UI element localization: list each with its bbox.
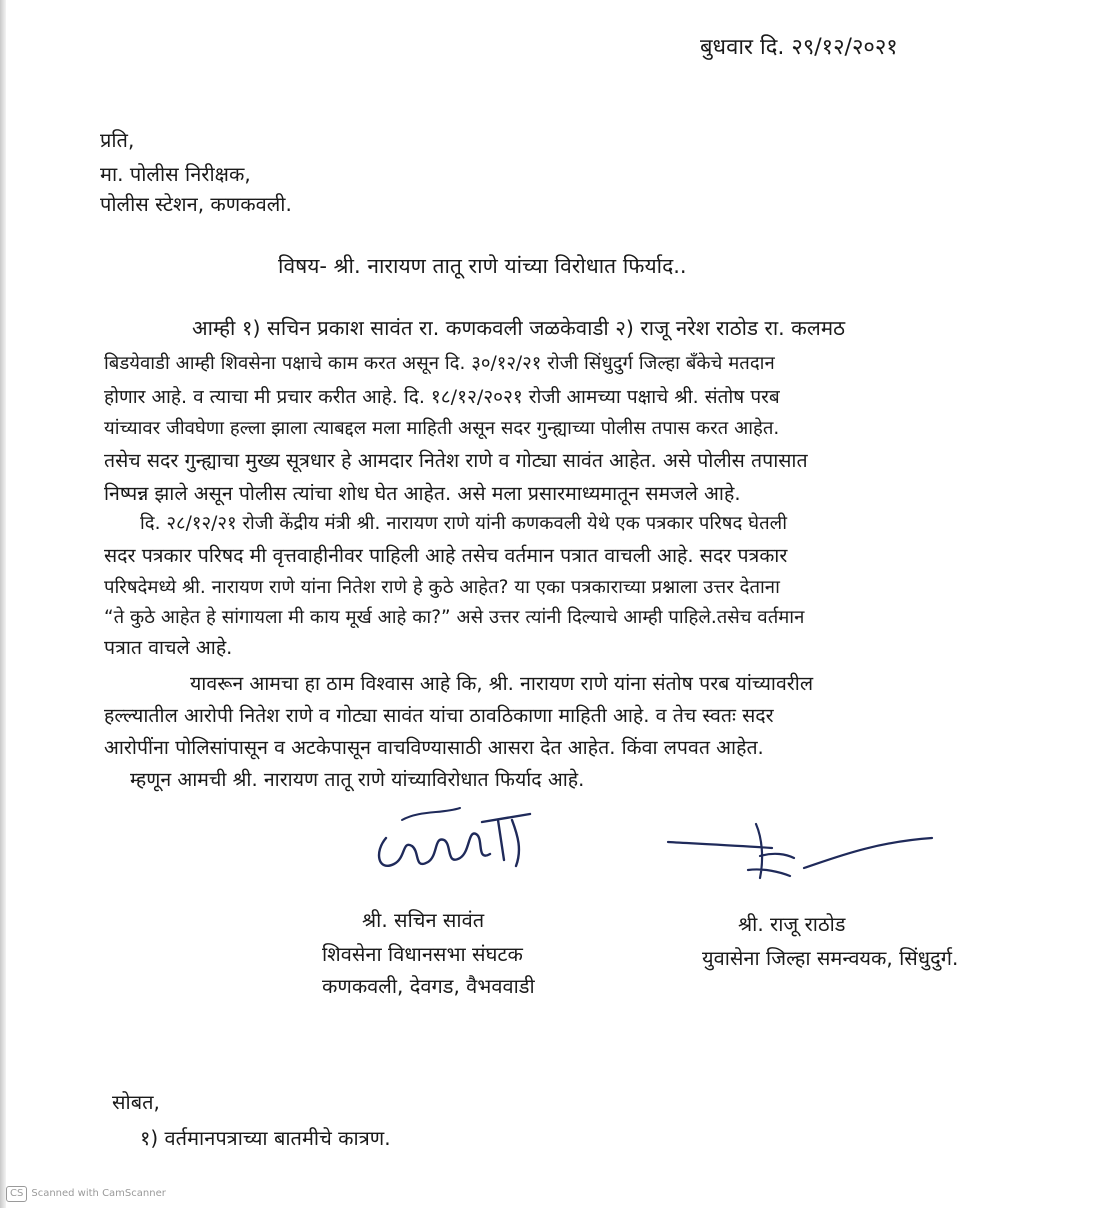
date-line: बुधवार दि. २९/१२/२०२१ [700,35,898,60]
camscanner-logo-icon: CS [6,1186,27,1202]
right-signature [664,818,944,888]
enclosure-heading: सोबत, [112,1090,160,1114]
body-line: सदर पत्रकार परिषद मी वृत्तवाहीनीवर पाहिली आहे तसेच वर्तमान पत्रात वाचली आहे. सदर पत्रकार [104,544,788,567]
body-line: यांच्यावर जीवघेणा हल्ला झाला त्याबद्दल मला माहिती असून सदर गुन्ह्याच्या पोलीस तपास करत आहेत. [104,418,780,439]
body-line: आम्ही १) सचिन प्रकाश सावंत रा. कणकवली जळकेवाडी २) राजू नरेश राठोड रा. कलमठ [192,316,845,340]
enclosure-item: १) वर्तमानपत्राच्या बातमीचे कात्रण. [140,1126,391,1150]
body-line: आरोपींना पोलिसांपासून व अटकेपासून वाचविण्यासाठी आसरा देत आहेत. किंवा लपवत आहेत. [104,736,764,759]
subject-line: विषय- श्री. नारायण तातू राणे यांच्या विरोधात फिर्याद.. [278,254,687,278]
recipient-salutation: प्रति, [100,128,135,152]
scanner-text: Scanned with CamScanner [31,1188,166,1199]
signatory-right-designation: युवासेना जिल्हा समन्वयक, सिंधुदुर्ग. [702,946,959,970]
body-line: “ते कुठे आहेत हे सांगायला मी काय मूर्ख आहे का?” असे उत्तर त्यांनी दिल्याचे आम्ही पाहिले.तसेच वर्तमान [104,607,805,628]
body-line: परिषदेमध्ये श्री. नारायण राणे यांना नितेश राणे हे कुठे आहेत? या एका पत्रकाराच्या प्रश्नाला उत्तर देताना [104,577,780,598]
signatory-left-name: श्री. सचिन सावंत [362,908,485,932]
body-line: निष्पन्न झाले असून पोलीस त्यांचा शोध घेत आहेत. असे मला प्रसारमाध्यमातून समजले आहे. [104,482,741,505]
left-signature [372,800,542,880]
body-line: पत्रात वाचले आहे. [104,636,233,659]
body-line: होणार आहे. व त्याचा मी प्रचार करीत आहे. दि. १८/१२/२०२१ रोजी आमच्या पक्षाचे श्री. संतोष परब [104,386,780,408]
body-line: यावरून आमचा हा ठाम विश्वास आहे कि, श्री. नारायण राणे यांना संतोष परब यांच्यावरील [190,672,814,695]
signatory-right-name: श्री. राजू राठोड [738,912,846,936]
body-line: हल्ल्यातील आरोपी नितेश राणे व गोट्या सावंत यांचा ठावठिकाणा माहिती आहे. व तेच स्वतः सदर [104,704,774,727]
signatory-left-designation: शिवसेना विधानसभा संघटक [322,942,523,966]
signatory-left-area: कणकवली, देवगड, वैभववाडी [322,974,535,998]
body-line: तसेच सदर गुन्ह्याचा मुख्य सूत्रधार हे आमदार नितेश राणे व गोट्या सावंत आहेत. असे पोलीस तपासात [104,449,808,472]
recipient-title: मा. पोलीस निरीक्षक, [100,162,251,186]
body-line: बिडयेवाडी आम्ही शिवसेना पक्षाचे काम करत असून दि. ३०/१२/२१ रोजी सिंधुदुर्ग जिल्हा बँकेचे मतदान [104,353,775,374]
body-line: म्हणून आमची श्री. नारायण तातू राणे यांच्याविरोधात फिर्याद आहे. [130,768,585,791]
scanner-watermark [6,1186,166,1202]
scan-edge [0,0,6,1208]
body-line: दि. २८/१२/२१ रोजी केंद्रीय मंत्री श्री. नारायण राणे यांनी कणकवली येथे एक पत्रकार परिषद घेतली [140,513,787,534]
recipient-station: पोलीस स्टेशन, कणकवली. [100,192,292,216]
